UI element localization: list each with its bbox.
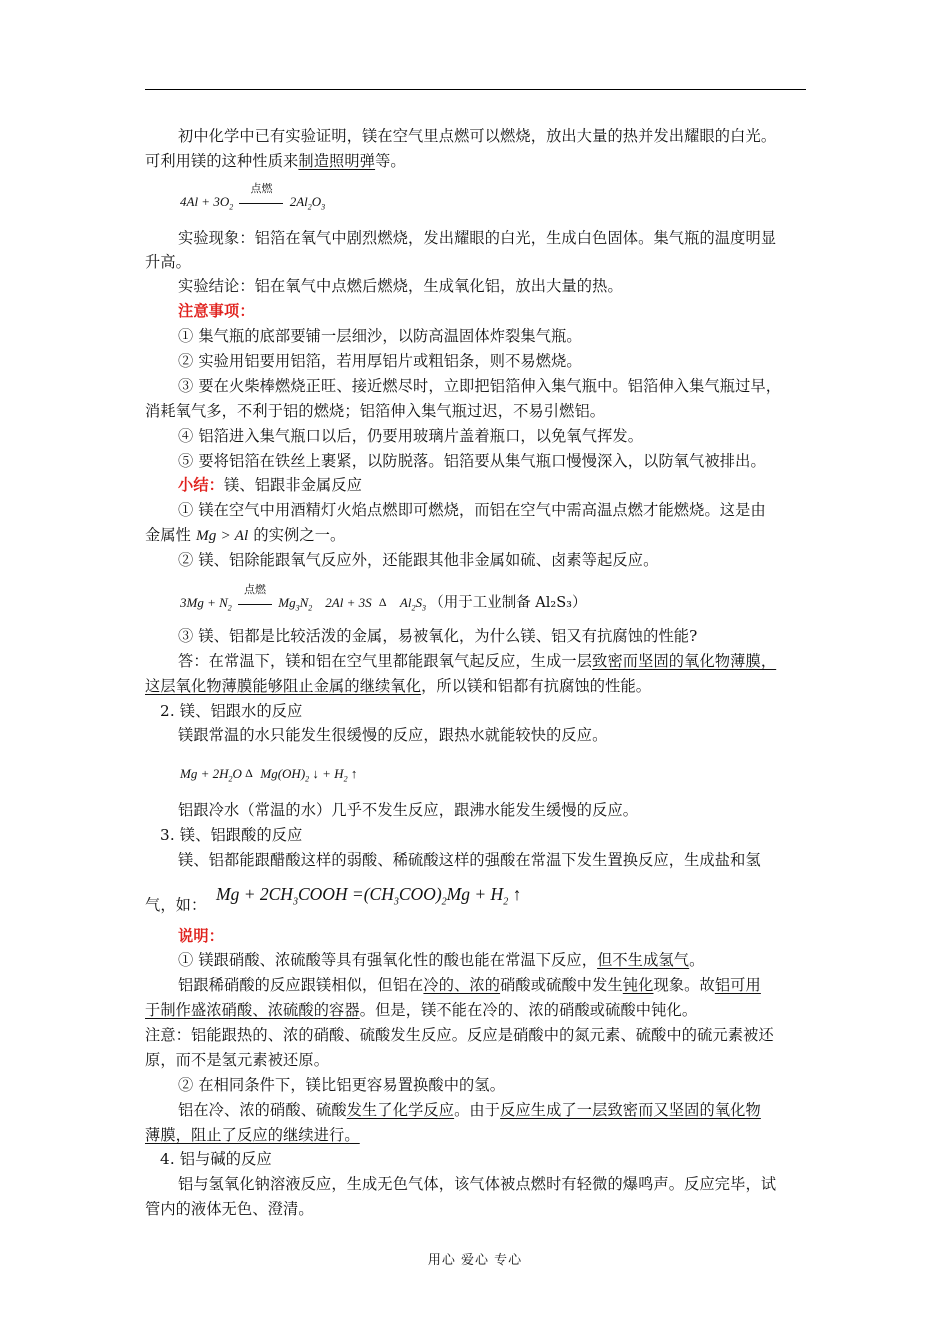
summary: 小结：镁、铝跟非金属反应 bbox=[178, 476, 363, 494]
summary-title: 小结： bbox=[178, 476, 225, 494]
paragraph: 升高。 bbox=[145, 253, 192, 271]
underlined-text: 制造照明弹 bbox=[298, 152, 376, 170]
paragraph: ② 在相同条件下，镁比铝更容易置换酸中的氢。 bbox=[178, 1076, 506, 1094]
paragraph: 管内的液体无色、澄清。 bbox=[145, 1200, 314, 1218]
paragraph: 于制作盛浓硝酸、浓硫酸的容器。但是，镁不能在冷的、浓的硝酸或硫酸中钝化。 bbox=[145, 1001, 698, 1019]
paragraph: 初中化学中已有实验证明，镁在空气里点燃可以燃烧，放出大量的热并发出耀眼的白光。 bbox=[178, 127, 777, 145]
equation-al-oxygen: $4Al + 3O_2$ 点燃 $2Al_2O_3$ bbox=[180, 182, 326, 212]
answer: 答：在常温下，镁和铝在空气里都能跟氧气起反应，生成一层致密而坚固的氧化物薄膜， bbox=[178, 652, 777, 670]
paragraph: 薄膜，阻止了反应的继续进行。 bbox=[145, 1126, 360, 1144]
paragraph: 实验现象：铝箔在氧气中剧烈燃烧，发出耀眼的白光，生成白色固体。集气瓶的温度明显 bbox=[178, 229, 777, 247]
paragraph: 气，如： bbox=[145, 896, 207, 914]
list-item: ② 实验用铝要用铝箔，若用厚铝片或粗铝条，则不易燃烧。 bbox=[178, 352, 582, 370]
paragraph: ② 镁、铝除能跟氧气反应外，还能跟其他非金属如硫、卤素等起反应。 bbox=[178, 551, 659, 569]
list-item: ① 集气瓶的底部要铺一层细沙，以防高温固体炸裂集气瓶。 bbox=[178, 327, 582, 345]
header-rule bbox=[145, 89, 806, 90]
equation-mg-n2-al-s: $3Mg + N_2$ 点燃 $Mg_3N_2$ 2Al + 3S Δ $Al_2S_3$ （用于工业制备 Al₂S₃） bbox=[180, 583, 587, 613]
section-heading: 4. 铝与碱的反应 bbox=[160, 1150, 272, 1168]
list-item: ③ 要在火柴棒燃烧正旺、接近燃尽时，立即把铝箔伸入集气瓶中。铝箔伸入集气瓶过早， bbox=[178, 377, 782, 395]
section-title: 说明： bbox=[178, 927, 225, 945]
section-title: 注意事项： bbox=[178, 302, 255, 320]
question: ③ 镁、铝都是比较活泼的金属，易被氧化，为什么镁、铝又有抗腐蚀的性能? bbox=[178, 627, 698, 645]
paragraph: 金属性 Mg > Al 的实例之一。 bbox=[145, 526, 346, 544]
paragraph: ① 镁跟硝酸、浓硫酸等具有强氧化性的酸也能在常温下反应，但不生成氢气。 bbox=[178, 951, 705, 969]
list-item: ⑤ 要将铝箔在铁丝上裹紧，以防脱落。铝箔要从集气瓶口慢慢深入，以防氧气被排出。 bbox=[178, 452, 766, 470]
paragraph: 铝在冷、浓的硝酸、硫酸发生了化学反应。由于反应生成了一层致密而又坚固的氧化物 bbox=[178, 1101, 761, 1119]
section-heading: 3. 镁、铝跟酸的反应 bbox=[160, 826, 303, 844]
paragraph: 铝跟冷水（常温的水）几乎不发生反应，跟沸水能发生缓慢的反应。 bbox=[178, 801, 639, 819]
equation-mg-water: $Mg + 2H_2O$ Δ $Mg(OH)_2$ ↓ + $H_2$ ↑ bbox=[180, 766, 358, 784]
list-item: ④ 铝箔进入集气瓶口以后，仍要用玻璃片盖着瓶口，以免氧气挥发。 bbox=[178, 427, 644, 445]
page-footer: 用心 爱心 专心 bbox=[427, 1253, 523, 1268]
section-heading: 2. 镁、铝跟水的反应 bbox=[160, 702, 303, 720]
paragraph: 铝跟稀硝酸的反应跟镁相似，但铝在冷的、浓的硝酸或硫酸中发生钝化现象。故铝可用 bbox=[178, 976, 761, 994]
paragraph: 镁、铝都能跟醋酸这样的弱酸、稀硫酸这样的强酸在常温下发生置换反应，生成盐和氢 bbox=[178, 851, 761, 869]
paragraph: ① 镁在空气中用酒精灯火焰点燃即可燃烧，而铝在空气中需高温点燃才能燃烧。这是由 bbox=[178, 501, 766, 519]
paragraph: 可利用镁的这种性质来制造照明弹等。 bbox=[145, 152, 406, 170]
list-item: 消耗氧气多，不利于铝的燃烧；铝箔伸入集气瓶过迟，不易引燃铝。 bbox=[145, 402, 606, 420]
paragraph: 铝与氢氧化钠溶液反应，生成无色气体，该气体被点燃时有轻微的爆鸣声。反应完毕，试 bbox=[178, 1175, 777, 1193]
paragraph: 实验结论：铝在氧气中点燃后燃烧，生成氧化铝，放出大量的热。 bbox=[178, 277, 623, 295]
paragraph: 镁跟常温的水只能发生很缓慢的反应，跟热水就能较快的反应。 bbox=[178, 726, 608, 744]
answer: 这层氧化物薄膜能够阻止金属的继续氧化，所以镁和铝都有抗腐蚀的性能。 bbox=[145, 677, 652, 695]
note: 原，而不是氢元素被还原。 bbox=[145, 1051, 330, 1069]
note: 注意：铝能跟热的、浓的硝酸、硫酸发生反应。反应是硝酸中的氮元素、硫酸中的硫元素被还 bbox=[145, 1026, 774, 1044]
equation-mg-acetic: $Mg + 2CH_3COOH =(CH_3COO)_2Mg + H_2$ ↑ bbox=[216, 884, 522, 908]
